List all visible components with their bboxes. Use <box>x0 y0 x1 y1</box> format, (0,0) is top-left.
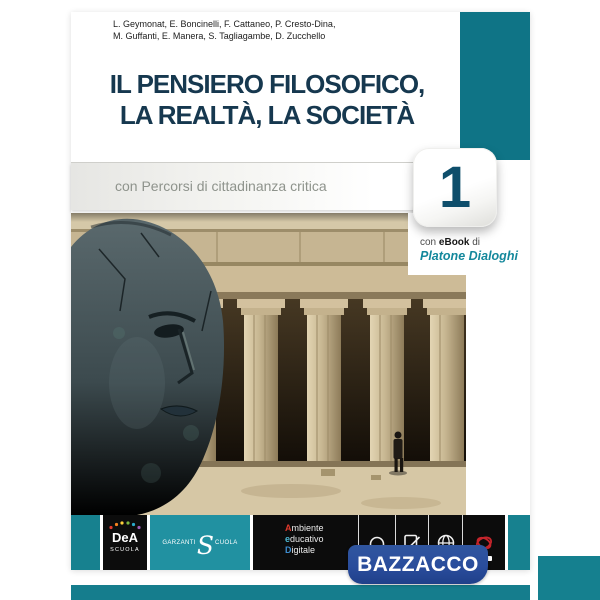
title-line-2: LA REALTÀ, LA SOCIETÀ <box>119 100 415 130</box>
dea-rainbow-dots-icon <box>108 520 142 530</box>
authors-line-2: M. Guffanti, E. Manera, S. Tagliagambe, D. Zucchello <box>113 30 326 41</box>
ebook-title: Platone Dialoghi <box>420 249 518 263</box>
volume-number: 1 <box>438 155 472 220</box>
book-title <box>76 69 458 131</box>
aed-line-1: Ambiente <box>285 523 324 533</box>
title-line-1: IL PENSIERO FILOSOFICO, <box>109 69 425 99</box>
volume-tile <box>413 148 497 227</box>
dea-scuola-logo <box>103 515 147 570</box>
book-cover <box>71 12 530 570</box>
cover-photo-temple-and-bronze-head <box>71 213 466 515</box>
authors-block <box>113 19 433 42</box>
dea-wordmark: DeA <box>111 530 138 545</box>
ambiente-educativo-digitale-logo <box>285 523 324 556</box>
watermark-teal-corner <box>538 556 600 600</box>
subtitle-text: con Percorsi di cittadinanza critica <box>115 178 327 194</box>
aed-line-3: Digitale <box>285 545 316 555</box>
authors-line-1: L. Geymonat, E. Boncinelli, F. Cattaneo, P. Cresto-Dina, <box>113 19 336 29</box>
footer-teal-square-right <box>508 515 530 570</box>
bookshop-name: BAZZACCO <box>357 553 479 576</box>
teal-corner-panel <box>460 12 530 160</box>
garzanti-s-glyph: S <box>196 530 214 560</box>
garzanti-scuola-logo <box>150 515 250 570</box>
ebook-note-line-1: con eBook di <box>420 237 481 248</box>
dea-scuola-label: SCUOLA <box>110 547 140 553</box>
aed-line-2: educativo <box>285 534 324 544</box>
ebook-note <box>420 236 536 264</box>
watermark-teal-strip <box>71 585 530 600</box>
subtitle-banner <box>71 163 459 210</box>
footer-teal-square-left <box>71 515 100 570</box>
bookshop-watermark-badge <box>348 545 488 584</box>
garzanti-scuola-label: CUOLA <box>215 539 238 546</box>
garzanti-wordmark: GARZANTI <box>162 539 196 546</box>
